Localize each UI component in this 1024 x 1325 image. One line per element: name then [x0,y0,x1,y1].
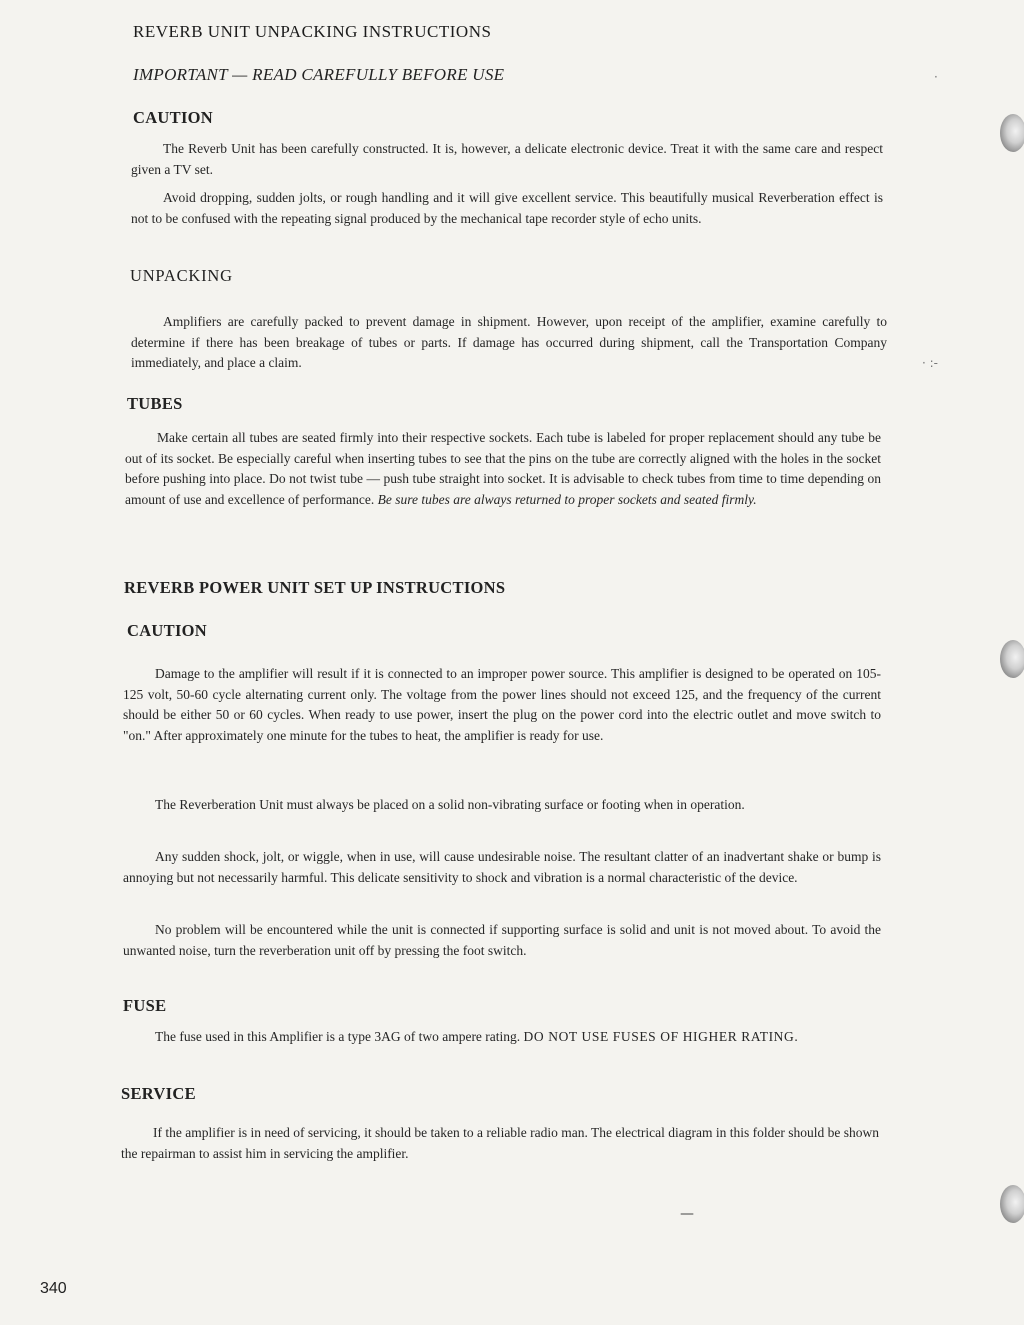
caution-paragraph-2: Avoid dropping, sudden jolts, or rough handling and it will give excellent service. This beautifully musical Reverberation effect is not to be confused with the repeating signal produced by the mechanical tape recorder style of echo units. [131,190,883,226]
caution-paragraph-1: The Reverb Unit has been carefully constructed. It is, however, a delicate electronic device. Treat it with the same care and respect given a TV set. [131,141,883,177]
caution-heading-2: CAUTION [127,621,208,640]
binder-hole-middle [1000,640,1024,678]
caution-heading-1: CAUTION [133,108,214,127]
power-caution-paragraph-1: Damage to the amplifier will result if it is connected to an improper power source. This amplifier is designed to be operated on 105-125 volt, 50-60 cycle alternating current only. The voltage from the power lines should not exceed 125, and the frequency of the current should be either 50 or 60 cycles. When ready to use power, insert the plug on the power cord into the electric outlet and move switch to "on." After approximately one minute for the tubes to heat, the amplifier is ready for use. [123,666,881,743]
scan-mark: · [934,70,938,84]
setup-heading: REVERB POWER UNIT SET UP INSTRUCTIONS [124,578,506,597]
service-paragraph: If the amplifier is in need of servicing, it should be taken to a reliable radio man. The electrical diagram in this folder should be shown the repairman to assist him in servicing the amplifier. [121,1125,879,1161]
service-heading: SERVICE [121,1084,196,1103]
unpacking-paragraph: Amplifiers are carefully packed to prevent damage in shipment. However, upon receipt of the amplifier, examine carefully to determine if there has been breakage of tubes or parts. If damage has occurred during shipment, call the Transportation Company immediately, and place a claim. [131,314,887,370]
tubes-paragraph: Make certain all tubes are seated firmly into their respective sockets. Each tube is labeled for proper replacement should any tube be out of its socket. Be especially careful when inserting tubes to see that the pins on the tube are correctly aligned with the holes in the socket before pushing into place. Do not twist tube — push tube straight into socket. It is advisable to check tubes from time to time depending on amount of use and excellence of performance. Be sure tubes are always returned to proper sockets and seated firmly. [125,430,881,507]
tubes-heading: TUBES [127,394,183,413]
power-caution-paragraph-4: No problem will be encountered while the unit is connected if supporting surface is solid and unit is not moved about. To avoid the unwanted noise, turn the reverberation unit off by pressing the foot switch. [123,922,881,958]
fuse-warning: DO NOT USE FUSES OF HIGHER RATING. [523,1029,799,1044]
important-notice: IMPORTANT — READ CAREFULLY BEFORE USE [133,65,505,84]
fuse-heading: FUSE [123,996,167,1015]
power-caution-paragraph-2: The Reverberation Unit must always be placed on a solid non-vibrating surface or footing when in operation. [155,797,745,812]
scan-mark: — [680,1206,694,1222]
binder-hole-top [1000,114,1024,152]
tubes-emphasis: Be sure tubes are always returned to proper sockets and seated firmly. [377,491,757,507]
unpacking-heading: UNPACKING [130,266,233,285]
document-title: REVERB UNIT UNPACKING INSTRUCTIONS [133,22,492,41]
power-caution-paragraph-3: Any sudden shock, jolt, or wiggle, when in use, will cause undesirable noise. The resultant clatter of an inadvertant shake or bump is annoying but not necessarily harmful. This delicate sensitivity to shock and vibration is a normal characteristic of the device. [123,849,881,885]
binder-hole-bottom [1000,1185,1024,1223]
page-number: 340 [40,1280,67,1297]
scan-mark: · :- [922,356,939,370]
fuse-paragraph: The fuse used in this Amplifier is a type 3AG of two ampere rating. DO NOT USE FUSES OF HIGHER RATING. [155,1029,799,1044]
